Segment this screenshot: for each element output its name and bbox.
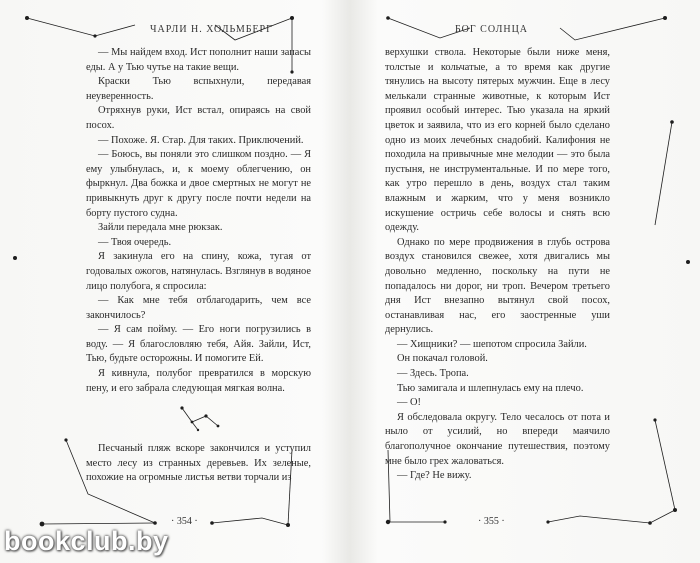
- running-head-author: ЧАРЛИ Н. ХОЛЬМБЕРГ: [150, 24, 273, 35]
- paragraph: Зайли передала мне рюкзак.: [98, 222, 223, 234]
- paragraph: верхушки ствола. Некоторые были ниже меня, толстые и кольчатые, а то время как другие тянулись на высоту пятерых мужчин. Еще в лесу мелькали странные животные, к которым Ист проявил особый интерес. Тью указала на яркий цветок и заявила, что из его корней было сделано одно из моих лечебных снадобий. Калифония не походила на привычные мне мелодии — это была пустыня, не инструментальные. И по мере того, как утро перешло в день, воздух стал таким влажным и жарким, что у меня возникло искушение остричь себе волосы и снять всю одежду.: [385, 47, 610, 234]
- paragraph: Песчаный пляж вскоре закончился и уступил место лесу из странных деревьев. Их зеленые, похожие на огромные листья ветви торчали из: [86, 443, 311, 484]
- paragraph: — Твоя очередь.: [98, 236, 172, 248]
- paragraph: — Похоже. Я. Стар. Для таких. Приключений.: [98, 134, 304, 146]
- paragraph: Отряхнув руки, Ист встал, опираясь на свой посох.: [86, 105, 311, 131]
- paragraph: — Как мне тебя отблагодарить, чем все закончилось?: [86, 295, 311, 321]
- paragraph: — О!: [397, 397, 421, 409]
- paragraph: Краски Тью вспыхнули, передавая неуверенность.: [86, 76, 311, 102]
- paragraph: — Здесь. Тропа.: [397, 368, 469, 380]
- page-number-left: · 354 ·: [171, 516, 198, 527]
- paragraph: Я кивнула, полубог превратился в морскую пену, и его забрала следующая мягкая волна.: [86, 368, 311, 394]
- left-page-text: [86, 46, 311, 496]
- paragraph: — Я сам пойму. — Его ноги погрузились в воду. — Я благословляю тебя, Айя. Зайли, Ист, Тью, будьте осторожны. И помогите Ей.: [86, 324, 311, 365]
- paragraph: Я обследовала округу. Тело чесалось от пота и ныло от усилий, но впереди маячило благополучное окончание путешествия, поэтому мне было грех жаловаться.: [385, 411, 610, 467]
- paragraph: — Хищники? — шепотом спросила Зайли.: [397, 338, 587, 350]
- constellation-icon: [178, 402, 222, 434]
- running-head-title: БОГ СОЛНЦА: [455, 24, 529, 35]
- section-break-ornament: [86, 396, 311, 442]
- page-number-right: · 355 ·: [478, 516, 505, 527]
- paragraph: Он покачал головой.: [397, 353, 488, 365]
- paragraph: — Где? Не вижу.: [397, 470, 472, 482]
- paragraph: — Мы найдем вход. Ист пополнит наши запасы еды. А у Тью чутье на такие вещи.: [86, 47, 311, 73]
- paragraph: Тью замигала и шлепнулась ему на плечо.: [397, 382, 584, 394]
- paragraph: Я закинула его на спину, кожа, тугая от годовалых ожогов, натянулась. Взглянув в водяное лицо полубога, я спросила:: [86, 251, 311, 292]
- right-page-text: [385, 46, 610, 496]
- paragraph: Однако по мере продвижения в глубь острова воздух становился свежее, хотя двигались мы довольно медленно, поскольку на пути не попадалось ни дорог, ни троп. Вечером третьего дня Ист внезапно вытянул свой посох, останавливая нас, его заостренные уши дернулись.: [385, 236, 610, 336]
- paragraph: — Боюсь, вы поняли это слишком поздно. — Я ему улыбнулась, и, к моему облегчению, он фыркнул. Два божка и двое смертных не могут не привыкнуть друг к другу после почти недели на борту пустого судна.: [86, 149, 311, 219]
- site-watermark: bookclub.by: [4, 526, 169, 556]
